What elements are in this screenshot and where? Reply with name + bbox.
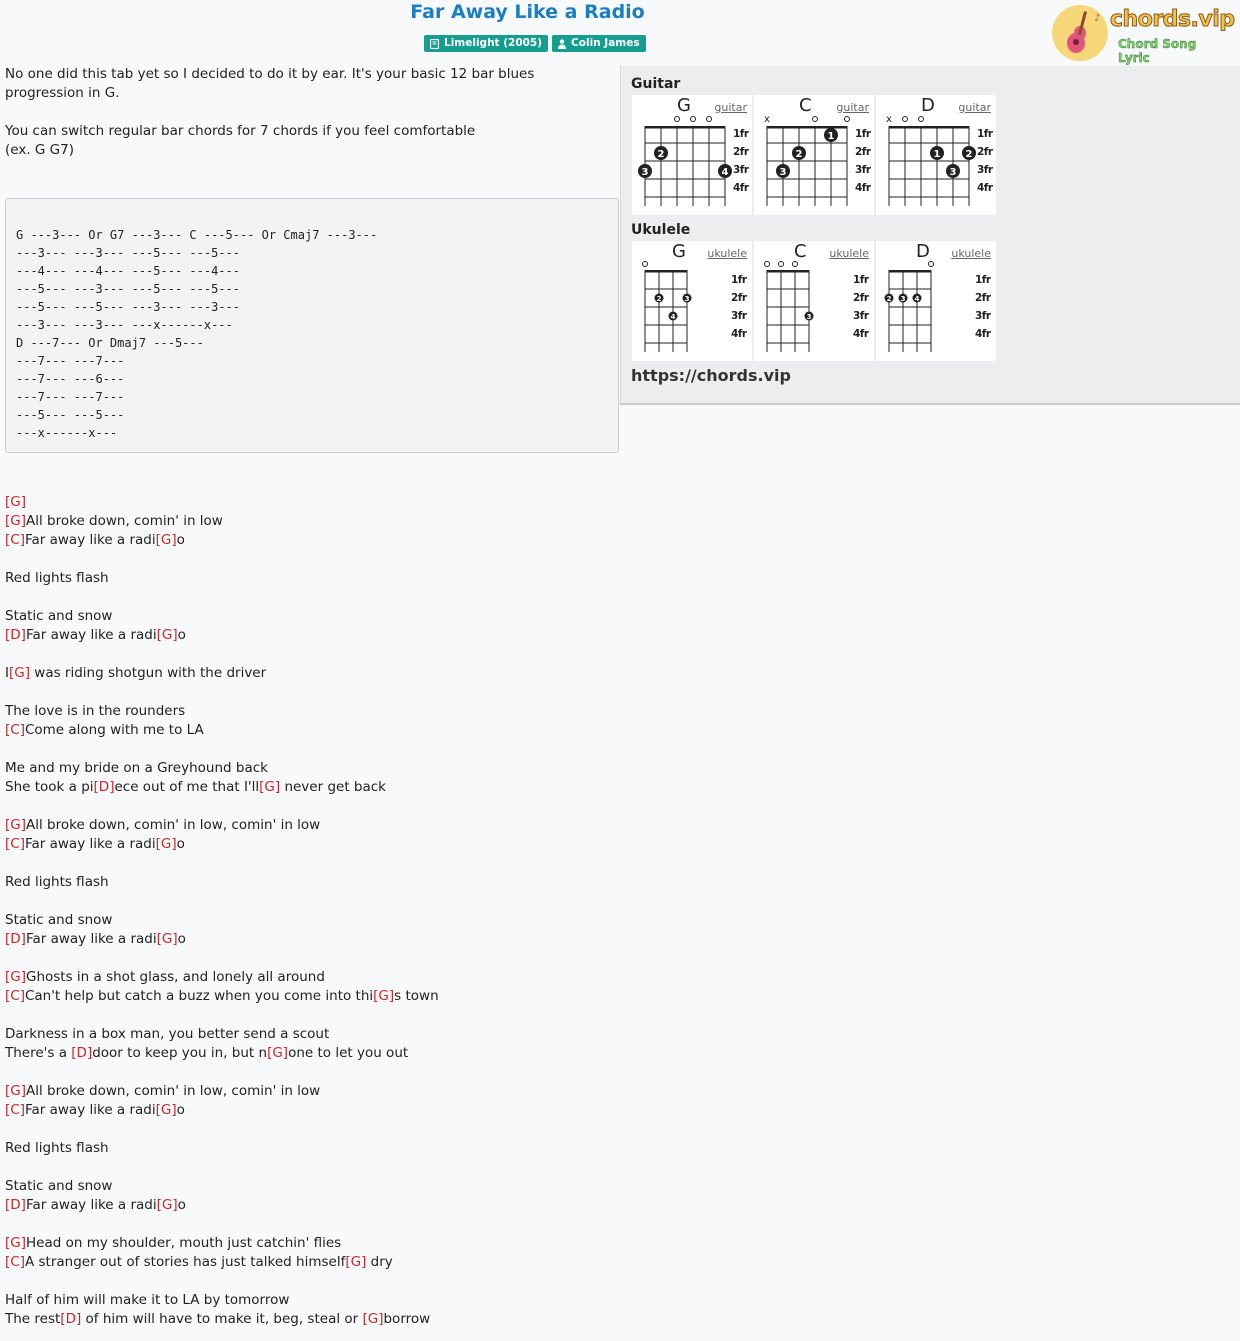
- inline-chord[interactable]: [G]: [362, 1311, 384, 1327]
- fret-label: 3fr: [733, 164, 749, 176]
- lyric-text: There's a: [5, 1045, 72, 1061]
- svg-text:x: x: [764, 114, 770, 125]
- lyric-text: Far away like a radi: [24, 836, 156, 852]
- inline-chord[interactable]: [G]: [5, 817, 26, 833]
- lyric-line: [5, 873, 615, 892]
- chord-instrument-link[interactable]: ukulele: [829, 247, 869, 260]
- lyric-line: [5, 683, 615, 702]
- lyric-text: Static and snow: [5, 1178, 113, 1194]
- song-badges: [424, 35, 646, 52]
- lyric-line: [5, 1044, 615, 1063]
- inline-chord[interactable]: [D]: [5, 627, 26, 643]
- lyric-line: [5, 1139, 615, 1158]
- inline-chord[interactable]: [G]: [155, 836, 177, 852]
- inline-chord[interactable]: [D]: [71, 1045, 93, 1061]
- fret-label: 3fr: [731, 310, 747, 322]
- lyric-text: Darkness in a box man, you better send a scout: [5, 1026, 330, 1042]
- lyric-text: Far away like a radi: [24, 1102, 156, 1118]
- site-logo[interactable]: [1052, 3, 1235, 65]
- svg-text:3: 3: [949, 167, 957, 178]
- svg-text:2: 2: [886, 295, 892, 303]
- fret-label: 3fr: [975, 310, 991, 322]
- lyric-text: o: [177, 931, 186, 947]
- lyric-text: o: [177, 1197, 186, 1213]
- chord-instrument-link[interactable]: guitar: [714, 101, 747, 114]
- lyric-line: [5, 911, 615, 930]
- lyric-text: Ghosts in a shot glass, and lonely all around: [26, 969, 325, 985]
- inline-chord[interactable]: [G]: [155, 1102, 177, 1118]
- guitar-chord-g[interactable]: [632, 95, 752, 215]
- fret-label: 4fr: [855, 182, 871, 194]
- fret-label: 2fr: [855, 146, 871, 158]
- svg-text:♪: ♪: [1094, 13, 1101, 24]
- fret-label: 2fr: [733, 146, 749, 158]
- chord-name: D: [916, 241, 930, 262]
- album-label: Limelight (2005): [444, 37, 543, 49]
- svg-text:1: 1: [933, 149, 941, 160]
- inline-chord[interactable]: [C]: [5, 1102, 25, 1118]
- lyric-line: [5, 1291, 615, 1310]
- lyric-text: Me and my bride on a Greyhound back: [5, 760, 268, 776]
- fret-label: 4fr: [975, 328, 991, 340]
- lyric-text: one to let you out: [288, 1045, 409, 1061]
- svg-text:2: 2: [656, 295, 662, 303]
- lyric-line: [5, 702, 615, 721]
- lyric-text: Head on my shoulder, mouth just catchin' flies: [26, 1235, 342, 1251]
- lyric-line: [5, 645, 615, 664]
- logo-tagline: Chord Song Lyric: [1118, 37, 1197, 65]
- fret-label: 1fr: [977, 128, 993, 140]
- lyric-text: o: [177, 627, 186, 643]
- lyric-line: [5, 1101, 615, 1120]
- lyric-line: [5, 1025, 615, 1044]
- chord-name: G: [677, 95, 691, 116]
- inline-chord[interactable]: [G]: [5, 494, 26, 510]
- svg-text:2: 2: [965, 149, 973, 160]
- lyric-line: [5, 1177, 615, 1196]
- fret-label: 2fr: [977, 146, 993, 158]
- fret-label: 1fr: [855, 128, 871, 140]
- fret-label: 3fr: [855, 164, 871, 176]
- inline-chord[interactable]: [D]: [60, 1311, 82, 1327]
- chord-diagram-panel: [620, 66, 1240, 405]
- lyric-text: She took a pi: [5, 779, 94, 795]
- lyric-text: o: [176, 532, 185, 548]
- site-url[interactable]: https://chords.vip: [631, 366, 791, 385]
- lyric-line: [5, 1234, 615, 1253]
- inline-chord[interactable]: [G]: [156, 931, 178, 947]
- guitar-chord-c[interactable]: [754, 95, 874, 215]
- inline-chord[interactable]: [C]: [5, 1254, 25, 1270]
- svg-text:3: 3: [641, 167, 649, 178]
- ukulele-chord-g[interactable]: [632, 241, 752, 361]
- inline-chord[interactable]: [C]: [5, 532, 25, 548]
- tablature-box: [5, 198, 619, 453]
- lyric-text: o: [176, 836, 185, 852]
- chord-instrument-link[interactable]: ukulele: [951, 247, 991, 260]
- tablature-text: G ---3--- Or G7 ---3--- C ---5--- Or Cmaj7 ---3--- ---3--- ---3--- ---5--- ---5--- ---4--- ---4--- ---5--- ---4--- ---5--- ---3--- ---5--- ---5--- ---5--- ---5--- ---3--- ---3--- ---3--- ---3--- ---x------x--- D ---7--- Or Dmaj7 ---5--- ---7--- ---7--- ---7--- ---6--- ---7--- ---7--- ---5--- ---5--- ---x------x---: [16, 228, 378, 440]
- lyric-line: [5, 930, 615, 949]
- fret-label: 3fr: [853, 310, 869, 322]
- inline-chord[interactable]: [C]: [5, 836, 25, 852]
- lyric-line: [5, 1253, 615, 1272]
- lyric-line: [5, 1082, 615, 1101]
- lyric-line: [5, 816, 615, 835]
- fret-label: 2fr: [731, 292, 747, 304]
- svg-text:4: 4: [670, 313, 676, 321]
- lyric-text: was riding shotgun with the driver: [29, 665, 267, 681]
- svg-text:4: 4: [721, 167, 729, 178]
- inline-chord[interactable]: [G]: [5, 1083, 26, 1099]
- lyric-text: All broke down, comin' in low, comin' in low: [26, 817, 321, 833]
- inline-chord[interactable]: [C]: [5, 988, 25, 1004]
- lyric-line: [5, 740, 615, 759]
- fret-label: 2fr: [853, 292, 869, 304]
- lyric-line: [5, 987, 615, 1006]
- lyric-text: of him will have to make it, beg, steal or: [81, 1311, 363, 1327]
- inline-chord[interactable]: [G]: [373, 988, 395, 1004]
- lyric-text: All broke down, comin' in low: [26, 513, 223, 529]
- lyric-line: [5, 607, 615, 626]
- lyric-text: s town: [394, 988, 439, 1004]
- lyric-line: [5, 1196, 615, 1215]
- fret-label: 4fr: [853, 328, 869, 340]
- chord-instrument-link[interactable]: guitar: [958, 101, 991, 114]
- inline-chord[interactable]: [G]: [259, 779, 281, 795]
- inline-chord[interactable]: [G]: [8, 665, 30, 681]
- lyric-text: Red lights flash: [5, 570, 109, 586]
- chord-name: C: [799, 95, 812, 116]
- lyric-line: [5, 1006, 615, 1025]
- artist-badge[interactable]: [552, 35, 646, 52]
- intro-text: [5, 65, 615, 179]
- fret-label: 1fr: [975, 274, 991, 286]
- lyric-text: Static and snow: [5, 912, 113, 928]
- ukulele-chord-c[interactable]: [754, 241, 874, 361]
- lyric-line: [5, 854, 615, 873]
- lyric-line: [5, 512, 615, 531]
- lyric-line: [5, 1158, 615, 1177]
- lyric-line: [5, 721, 615, 740]
- lyric-line: [5, 664, 615, 683]
- chord-instrument-link[interactable]: ukulele: [707, 247, 747, 260]
- lyric-text: The rest: [5, 1311, 61, 1327]
- lyric-line: [5, 1215, 615, 1234]
- lyric-text: Red lights flash: [5, 1140, 109, 1156]
- lyric-line: [5, 1272, 615, 1291]
- intro-paragraph: You can switch regular bar chords for 7 chords if you feel comfortable (ex. G G7): [5, 123, 476, 158]
- fret-label: 4fr: [733, 182, 749, 194]
- svg-text:x: x: [886, 114, 892, 125]
- lyric-line: [5, 759, 615, 778]
- lyric-text: Come along with me to LA: [24, 722, 204, 738]
- inline-chord[interactable]: [G]: [156, 627, 178, 643]
- album-badge[interactable]: [424, 35, 548, 52]
- inline-chord[interactable]: [D]: [5, 1197, 26, 1213]
- lyric-text: A stranger out of stories has just talked himself: [24, 1254, 346, 1270]
- lyric-text: Far away like a radi: [24, 532, 156, 548]
- fret-label: 4fr: [731, 328, 747, 340]
- lyric-line: [5, 588, 615, 607]
- lyric-text: Static and snow: [5, 608, 113, 624]
- lyric-line: [5, 778, 615, 797]
- lyric-line: [5, 892, 615, 911]
- lyric-text: Far away like a radi: [25, 931, 157, 947]
- lyric-text: Half of him will make it to LA by tomorrow: [5, 1292, 290, 1308]
- lyric-line: [5, 1120, 615, 1139]
- inline-chord[interactable]: [G]: [155, 532, 177, 548]
- lyric-text: Far away like a radi: [25, 1197, 157, 1213]
- lyric-line: [5, 1063, 615, 1082]
- guitar-logo-icon: [1052, 3, 1112, 63]
- lyric-line: [5, 626, 615, 645]
- svg-text:2: 2: [657, 149, 665, 160]
- lyric-line: [5, 835, 615, 854]
- fret-label: 1fr: [853, 274, 869, 286]
- svg-text:3: 3: [684, 295, 690, 303]
- inline-chord[interactable]: [G]: [345, 1254, 367, 1270]
- chord-name: D: [921, 95, 935, 116]
- lyric-text: I: [5, 665, 9, 681]
- svg-text:4: 4: [914, 295, 920, 303]
- lyric-text: ece out of me that I'll: [114, 779, 260, 795]
- lyric-line: [5, 493, 615, 512]
- svg-text:3: 3: [806, 313, 812, 321]
- lyric-text: o: [176, 1102, 185, 1118]
- lyric-line: [5, 550, 615, 569]
- lyric-text: dry: [366, 1254, 393, 1270]
- inline-chord[interactable]: [C]: [5, 722, 25, 738]
- chord-instrument-link[interactable]: guitar: [836, 101, 869, 114]
- svg-text:3: 3: [900, 295, 906, 303]
- inline-chord[interactable]: [D]: [93, 779, 115, 795]
- lyric-text: borrow: [383, 1311, 431, 1327]
- fret-label: 1fr: [731, 274, 747, 286]
- fret-label: 2fr: [975, 292, 991, 304]
- lyric-text: All broke down, comin' in low, comin' in low: [26, 1083, 321, 1099]
- guitar-heading: Guitar: [631, 76, 681, 92]
- chord-name: C: [794, 241, 807, 262]
- inline-chord[interactable]: [G]: [5, 513, 26, 529]
- lyric-text: door to keep you in, but n: [92, 1045, 268, 1061]
- ukulele-chord-d[interactable]: [876, 241, 996, 361]
- inline-chord[interactable]: [G]: [5, 1235, 26, 1251]
- song-title: Far Away Like a Radio: [410, 1, 645, 23]
- lyric-line: [5, 949, 615, 968]
- lyrics-section: [5, 493, 615, 1329]
- fret-label: 3fr: [977, 164, 993, 176]
- svg-text:2: 2: [795, 149, 803, 160]
- logo-name: chords.vip: [1110, 7, 1235, 32]
- lyric-line: [5, 1310, 615, 1329]
- artist-label: Colin James: [571, 37, 640, 49]
- ukulele-heading: Ukulele: [631, 222, 691, 238]
- lyric-text: The love is in the rounders: [5, 703, 186, 719]
- lyric-line: [5, 569, 615, 588]
- lyric-text: Red lights flash: [5, 874, 109, 890]
- svg-text:1: 1: [827, 131, 835, 142]
- lyric-text: never get back: [280, 779, 386, 795]
- lyric-line: [5, 531, 615, 550]
- intro-paragraph: No one did this tab yet so I decided to do it by ear. It's your basic 12 bar blues progression in G.: [5, 66, 535, 101]
- lyric-text: Can't help but catch a buzz when you come into thi: [24, 988, 374, 1004]
- user-icon: [558, 39, 566, 49]
- fret-label: 1fr: [733, 128, 749, 140]
- inline-chord[interactable]: [D]: [5, 931, 26, 947]
- chord-name: G: [672, 241, 686, 262]
- svg-text:3: 3: [779, 167, 787, 178]
- inline-chord[interactable]: [G]: [5, 969, 26, 985]
- inline-chord[interactable]: [G]: [156, 1197, 178, 1213]
- inline-chord[interactable]: [G]: [267, 1045, 289, 1061]
- lyric-text: Far away like a radi: [25, 627, 157, 643]
- fret-label: 4fr: [977, 182, 993, 194]
- book-icon: [430, 39, 439, 49]
- guitar-chord-d[interactable]: [876, 95, 996, 215]
- lyric-line: [5, 797, 615, 816]
- lyric-line: [5, 968, 615, 987]
